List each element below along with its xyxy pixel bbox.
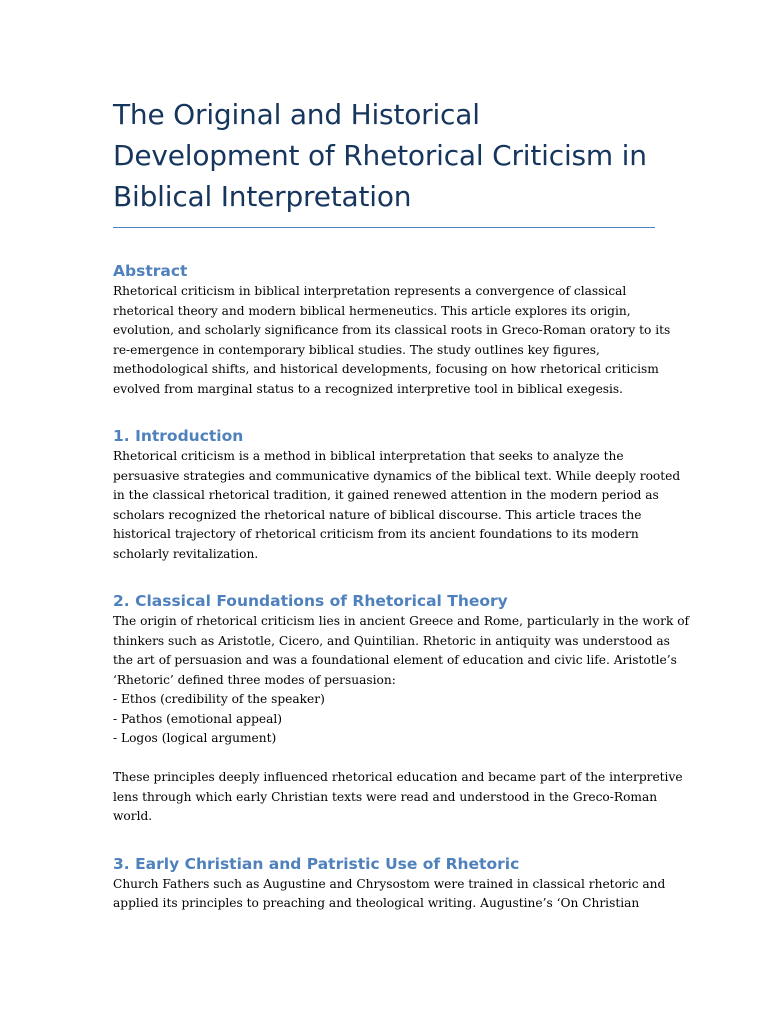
title-line: The Original and Historical xyxy=(113,98,480,131)
body-line: applied its principles to preaching and theological writing. Augustine’s ‘On Christian xyxy=(113,896,640,910)
early-christian-paragraph xyxy=(113,875,666,914)
abstract-line: evolved from marginal status to a recognized interpretive tool in biblical exegesis. xyxy=(113,381,624,396)
body-line: lens through which early Christian texts were read and understood in the Greco-Roman xyxy=(113,789,658,804)
title-line: Development of Rhetorical Criticism in xyxy=(113,139,647,172)
classical-foundations-paragraph xyxy=(113,612,690,827)
section-heading-early-christian: 3. Early Christian and Patristic Use of Rhetoric xyxy=(113,854,520,873)
abstract-line: evolution, and scholarly significance from its classical roots in Greco-Roman oratory to its xyxy=(113,323,671,337)
abstract-line: Rhetorical criticism in biblical interpretation represents a convergence of classical xyxy=(113,284,627,298)
body-line: Church Fathers such as Augustine and Chrysostom were trained in classical rhetoric and xyxy=(113,876,666,891)
list-item-pathos: - Pathos (emotional appeal) xyxy=(113,711,283,726)
section-heading-classical-foundations: 2. Classical Foundations of Rhetorical Theory xyxy=(113,592,508,610)
body-line: in the classical rhetorical tradition, it gained renewed attention in the modern period as xyxy=(113,488,659,502)
body-line: scholarly revitalization. xyxy=(113,546,259,561)
body-line: Rhetorical criticism is a method in biblical interpretation that seeks to analyze the xyxy=(113,449,624,463)
introduction-paragraph xyxy=(113,447,681,564)
body-line: persuasive strategies and communicative dynamics of the biblical text. While deeply rooted xyxy=(113,468,681,483)
document-page xyxy=(113,94,690,914)
abstract-paragraph xyxy=(113,282,671,399)
body-line: thinkers such as Aristotle, Cicero, and Quintilian. Rhetoric in antiquity was understood as xyxy=(113,633,670,648)
section-heading-introduction: 1. Introduction xyxy=(113,427,244,445)
document-title xyxy=(113,94,655,228)
body-line: The origin of rhetorical criticism lies in ancient Greece and Rome, particularly in the work of xyxy=(113,614,690,628)
list-item-logos: - Logos (logical argument) xyxy=(113,731,277,745)
abstract-heading: Abstract xyxy=(113,262,188,280)
body-line: the art of persuasion and was a foundational element of education and civic life. Aristotle’s xyxy=(113,653,677,667)
list-item-ethos: - Ethos (credibility of the speaker) xyxy=(113,692,325,706)
body-line: historical trajectory of rhetorical criticism from its ancient foundations to its modern xyxy=(113,527,639,541)
blank-line xyxy=(113,749,656,769)
body-line: ‘Rhetoric’ defined three modes of persuasion: xyxy=(113,672,396,687)
abstract-line: methodological shifts, and historical developments, focusing on how rhetorical criticism xyxy=(113,362,659,376)
abstract-line: rhetorical theory and modern biblical hermeneutics. This article explores its origin, xyxy=(113,303,631,318)
body-line: scholars recognized the rhetorical nature of biblical discourse. This article traces the xyxy=(113,507,642,522)
body-line: world. xyxy=(113,809,153,823)
title-line: Biblical Interpretation xyxy=(113,180,412,213)
body-line: These principles deeply influenced rhetorical education and became part of the interpretive xyxy=(113,770,683,784)
abstract-line: re-emergence in contemporary biblical studies. The study outlines key figures, xyxy=(113,342,600,357)
